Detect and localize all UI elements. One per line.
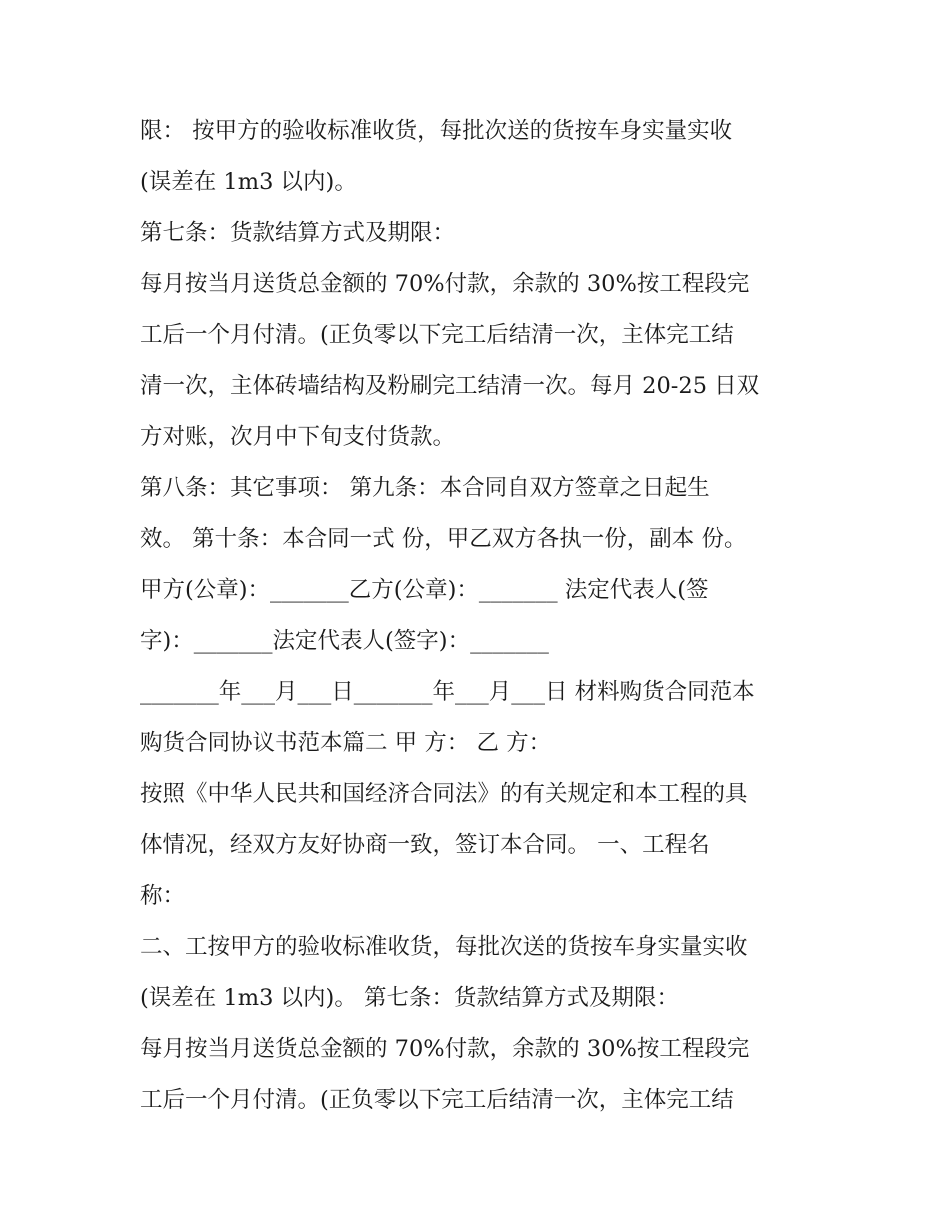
text-line: 工后一个月付清。(正负零以下完工后结清一次，主体完工结 [140,322,734,348]
text-line: 工后一个月付清。(正负零以下完工后结清一次，主体完工结 [140,1087,734,1113]
text-line: 称： [140,883,186,909]
text-line: 购货合同协议书范本篇二 甲 方： 乙 方： [140,730,552,756]
text-line: 体情况，经双方友好协商一致，签订本合同。 一、工程名 [140,832,710,858]
text-line: 每月按当月送货总金额的 70%付款，余款的 30%按工程段完 [140,1036,750,1062]
text-line: (误差在 1m3 以内)。 [140,169,357,195]
text-line: 第八条：其它事项： 第九条：本合同自双方签章之日起生 [140,475,710,501]
text-line: 限： 按甲方的验收标准收货，每批次送的货按车身实量实收 [140,118,733,144]
text-line: 效。 第十条：本合同一式 份，甲乙双方各执一份，副本 份。 [140,526,747,552]
text-line: 每月按当月送货总金额的 70%付款，余款的 30%按工程段完 [140,271,750,297]
text-line: 按照《中华人民共和国经济合同法》的有关规定和本工程的具 [140,781,748,807]
text-line: (误差在 1m3 以内)。 第七条：货款结算方式及期限： [140,985,679,1011]
text-line: 方对账，次月中下旬支付货款。 [140,424,456,450]
text-line: 甲方(公章)：_______乙方(公章)：_______ 法定代表人(签 [140,577,709,603]
text-line: _______年___月___日_______年___月___日 材料购货合同范本 [140,679,755,705]
text-line: 字)：_______法定代表人(签字)：_______ [140,628,549,654]
text-line: 清一次，主体砖墙结构及粉刷完工结清一次。每月 20-25 日双 [140,373,760,399]
contract-text [140,106,820,1126]
text-line: 二、工按甲方的验收标准收货，每批次送的货按车身实量实收 [140,934,748,960]
text-line: 第七条：货款结算方式及期限： [140,220,456,246]
